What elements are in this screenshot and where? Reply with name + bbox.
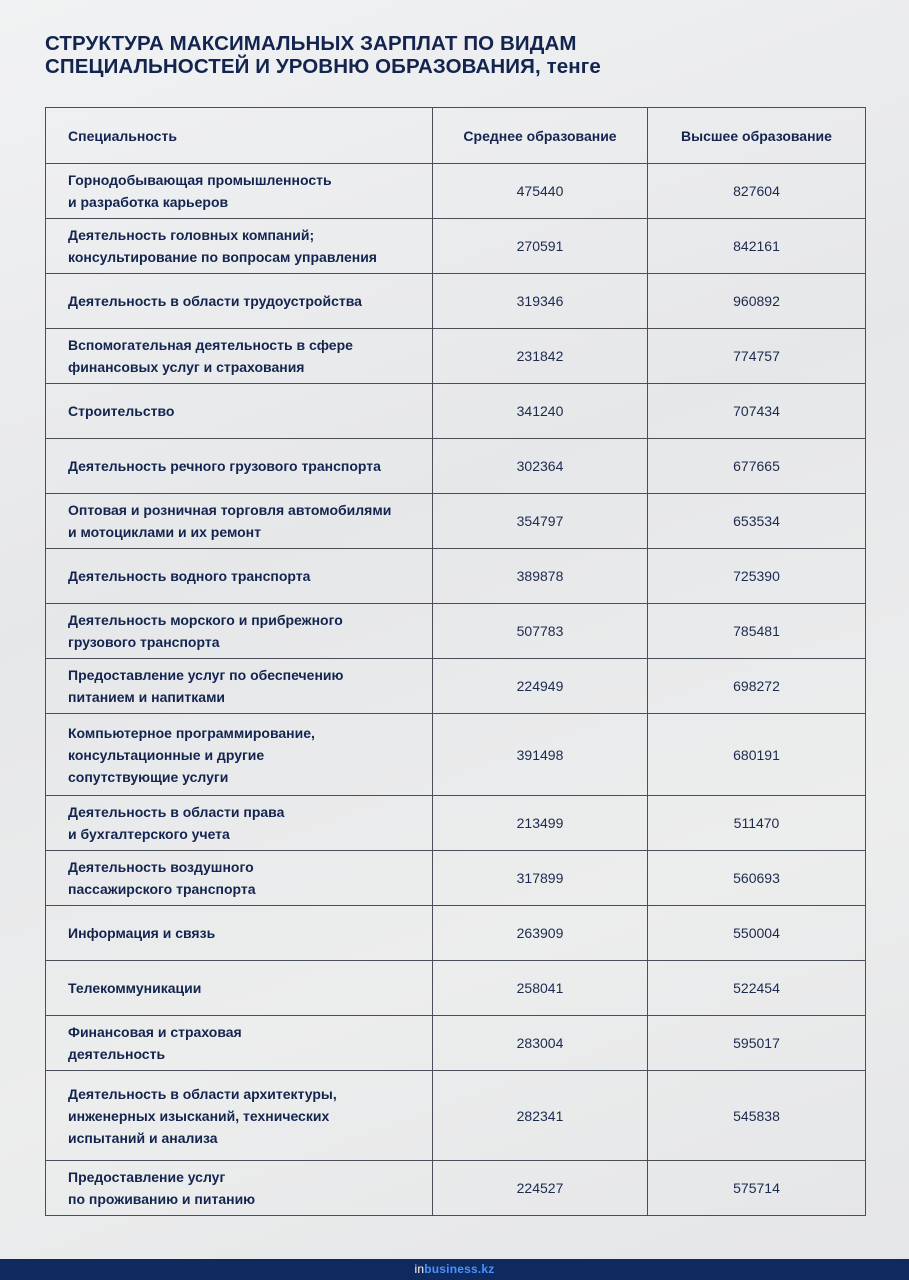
logo-main: business [424, 1262, 478, 1276]
secondary-salary-cell: 475440 [433, 164, 648, 219]
footer-bar [0, 1259, 909, 1280]
logo-prefix: in [414, 1262, 425, 1276]
specialty-cell [46, 714, 433, 796]
higher-salary-cell: 707434 [648, 384, 866, 439]
table-row [46, 796, 866, 851]
table-row [46, 164, 866, 219]
specialty-cell [46, 549, 433, 604]
higher-salary-cell: 595017 [648, 1016, 866, 1071]
table-row [46, 219, 866, 274]
specialty-cell [46, 219, 433, 274]
specialty-cell [46, 274, 433, 329]
specialty-name: Оптовая и розничная торговля автомобилями и мотоциклами и их ремонт [68, 502, 392, 540]
higher-salary-cell: 960892 [648, 274, 866, 329]
higher-salary-cell: 725390 [648, 549, 866, 604]
table-header-row [46, 108, 866, 164]
specialty-cell [46, 659, 433, 714]
secondary-salary-cell: 302364 [433, 439, 648, 494]
specialty-name: Горнодобывающая промышленность и разработка карьеров [68, 172, 332, 210]
secondary-salary-cell: 283004 [433, 1016, 648, 1071]
specialty-name: Телекоммуникации [68, 980, 202, 996]
higher-salary-cell: 785481 [648, 604, 866, 659]
table-row [46, 714, 866, 796]
table-row [46, 329, 866, 384]
specialty-name: Вспомогательная деятельность в сфере финансовых услуг и страхования [68, 337, 353, 375]
secondary-salary-cell: 213499 [433, 796, 648, 851]
specialty-cell [46, 851, 433, 906]
higher-salary-cell: 677665 [648, 439, 866, 494]
secondary-salary-cell: 231842 [433, 329, 648, 384]
table-row [46, 659, 866, 714]
higher-salary-cell: 560693 [648, 851, 866, 906]
specialty-name: Деятельность морского и прибрежного грузового транспорта [68, 612, 343, 650]
secondary-salary-cell: 391498 [433, 714, 648, 796]
higher-salary-cell: 680191 [648, 714, 866, 796]
secondary-salary-cell: 354797 [433, 494, 648, 549]
specialty-name: Финансовая и страховая деятельность [68, 1024, 242, 1062]
secondary-salary-cell: 258041 [433, 961, 648, 1016]
higher-salary-cell: 511470 [648, 796, 866, 851]
higher-salary-cell: 545838 [648, 1071, 866, 1161]
specialty-cell [46, 494, 433, 549]
table-row [46, 549, 866, 604]
specialty-cell [46, 906, 433, 961]
higher-salary-cell: 575714 [648, 1161, 866, 1216]
header-specialty: Специальность [46, 108, 433, 164]
higher-salary-cell: 522454 [648, 961, 866, 1016]
header-higher-education: Высшее образование [648, 108, 866, 164]
specialty-name: Деятельность воздушного пассажирского транспорта [68, 859, 256, 897]
table-row [46, 851, 866, 906]
secondary-salary-cell: 507783 [433, 604, 648, 659]
specialty-name: Строительство [68, 403, 175, 419]
specialty-cell [46, 164, 433, 219]
secondary-salary-cell: 282341 [433, 1071, 648, 1161]
higher-salary-cell: 827604 [648, 164, 866, 219]
inbusiness-logo [415, 1259, 495, 1280]
secondary-salary-cell: 270591 [433, 219, 648, 274]
table-row [46, 1161, 866, 1216]
specialty-name: Деятельность водного транспорта [68, 568, 311, 584]
specialty-cell [46, 1071, 433, 1161]
secondary-salary-cell: 317899 [433, 851, 648, 906]
table-row [46, 274, 866, 329]
page-title-line-1: СТРУКТУРА МАКСИМАЛЬНЫХ ЗАРПЛАТ ПО ВИДАМ [45, 32, 577, 55]
table-row [46, 961, 866, 1016]
secondary-salary-cell: 319346 [433, 274, 648, 329]
table-row [46, 1016, 866, 1071]
specialty-cell [46, 1016, 433, 1071]
specialty-name: Информация и связь [68, 925, 216, 941]
specialty-name: Деятельность речного грузового транспорта [68, 458, 381, 474]
header-secondary-education: Среднее образование [433, 108, 648, 164]
table-row [46, 439, 866, 494]
specialty-cell [46, 1161, 433, 1216]
specialty-name: Компьютерное программирование, консультационные и другие сопутствующие услуги [68, 724, 315, 785]
page-title [45, 32, 865, 78]
page-title-line-2: СПЕЦИАЛЬНОСТЕЙ И УРОВНЮ ОБРАЗОВАНИЯ, тенге [45, 55, 601, 78]
secondary-salary-cell: 224527 [433, 1161, 648, 1216]
table-body [46, 164, 866, 1216]
specialty-name: Деятельность в области трудоустройства [68, 293, 362, 309]
table-row [46, 384, 866, 439]
higher-salary-cell: 550004 [648, 906, 866, 961]
specialty-cell [46, 604, 433, 659]
higher-salary-cell: 842161 [648, 219, 866, 274]
specialty-cell [46, 796, 433, 851]
secondary-salary-cell: 224949 [433, 659, 648, 714]
specialty-name: Предоставление услуг по обеспечению питанием и напитками [68, 667, 344, 705]
higher-salary-cell: 698272 [648, 659, 866, 714]
higher-salary-cell: 653534 [648, 494, 866, 549]
specialty-name: Деятельность в области архитектуры, инженерных изысканий, технических испытаний и анализа [68, 1085, 337, 1146]
specialty-name: Деятельность головных компаний; консультирование по вопросам управления [68, 227, 377, 265]
higher-salary-cell: 774757 [648, 329, 866, 384]
salary-table [45, 107, 866, 1216]
specialty-cell [46, 329, 433, 384]
specialty-cell [46, 439, 433, 494]
secondary-salary-cell: 341240 [433, 384, 648, 439]
specialty-cell [46, 961, 433, 1016]
specialty-cell [46, 384, 433, 439]
specialty-name: Предоставление услуг по проживанию и питанию [68, 1169, 256, 1207]
secondary-salary-cell: 389878 [433, 549, 648, 604]
logo-suffix: .kz [477, 1262, 495, 1276]
specialty-name: Деятельность в области права и бухгалтерского учета [68, 804, 285, 842]
table-row [46, 494, 866, 549]
table-row [46, 604, 866, 659]
table-row [46, 906, 866, 961]
secondary-salary-cell: 263909 [433, 906, 648, 961]
table-row [46, 1071, 866, 1161]
